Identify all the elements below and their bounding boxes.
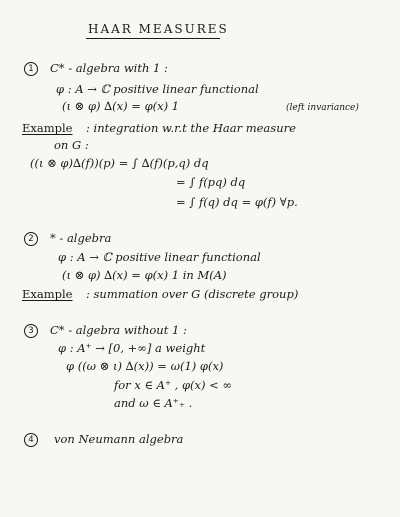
- section-1-example-label: Example: [22, 121, 73, 135]
- page-title: HAAR MEASURES: [88, 22, 229, 36]
- section-1-example-line-4: = ∫ f(pq) dq: [176, 175, 246, 189]
- section-1-line-1: φ : A → ℂ positive linear functional: [56, 82, 259, 96]
- section-1-example-line-3: ((ι ⊗ φ)∆(f))(p) = ∫ ∆(f)(p,q) dq: [30, 156, 209, 170]
- section-2-line-2: (ι ⊗ φ) ∆(x) = φ(x) 1 in M(A): [62, 268, 227, 282]
- section-2-line-1: φ : A → ℂ positive linear functional: [58, 250, 261, 264]
- section-3-line-2: φ ((ω ⊗ ι) ∆(x)) = ω(1) φ(x): [66, 359, 224, 373]
- section-3-number: 3: [24, 324, 38, 338]
- section-2-number: 2: [24, 232, 38, 246]
- section-1-line-2: (ι ⊗ φ) ∆(x) = φ(x) 1: [62, 99, 180, 113]
- title-underline: [86, 38, 220, 39]
- section-4-number: 4: [24, 433, 38, 447]
- section-1-heading: C* - algebra with 1 :: [50, 61, 168, 75]
- section-2-example-line-1: : summation over G (discrete group): [86, 287, 299, 301]
- section-1-example-line-1: : integration w.r.t the Haar measure: [86, 121, 296, 135]
- section-2-example-label: Example: [22, 287, 73, 301]
- section-3-heading: C* - algebra without 1 :: [50, 323, 187, 337]
- section-1-number: 1: [24, 62, 38, 76]
- section-1-example-line-5: = ∫ f(q) dq = φ(f) ∀p.: [176, 195, 298, 209]
- section-3-line-4: and ω ∈ A⁺₊ .: [114, 396, 193, 410]
- section-1-example-line-2: on G :: [54, 138, 89, 152]
- section-4-heading: von Neumann algebra: [54, 432, 184, 446]
- section-3-line-1: φ : A⁺ → [0, +∞] a weight: [58, 341, 206, 355]
- section-2-heading: * - algebra: [50, 231, 112, 245]
- section-1-note: (left invariance): [286, 103, 359, 113]
- section-3-line-3: for x ∈ A⁺ , φ(x) < ∞: [114, 378, 233, 392]
